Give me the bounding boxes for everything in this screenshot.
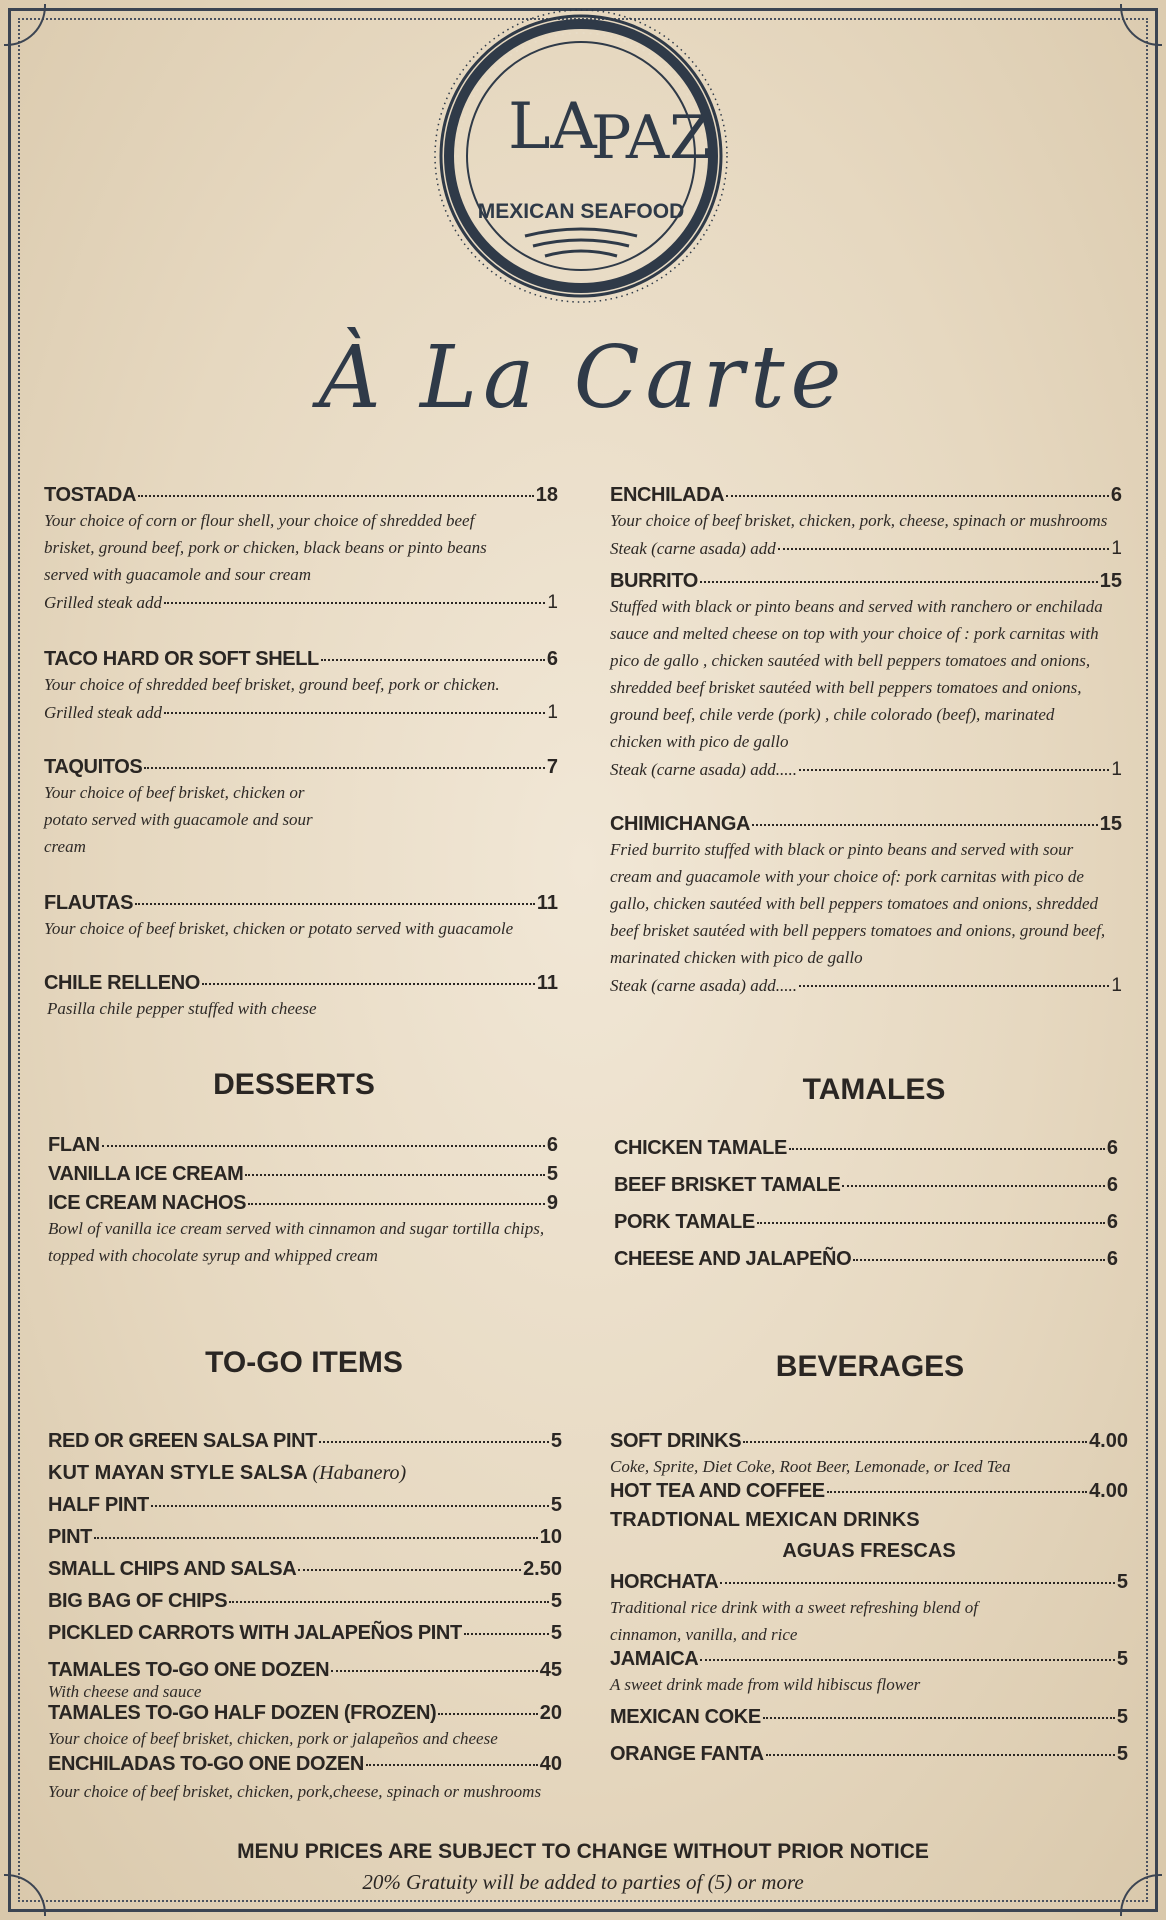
item-name: CHICKEN TAMALE [614, 1137, 787, 1159]
dot-leader [135, 903, 535, 905]
beverages-section [610, 1430, 1128, 1766]
item-description: Your choice of beef brisket, chicken, pork or jalapeños and cheese [48, 1729, 498, 1748]
item-price: 5 [550, 1430, 562, 1452]
item-price: 4.00 [1089, 1480, 1128, 1502]
logo-name-line2: PAZ [591, 103, 711, 173]
addon-price: 1 [547, 702, 558, 723]
addon-label: Grilled steak add [44, 703, 163, 722]
item-description: Your choice of beef brisket, chicken or potato served with guacamole [44, 919, 514, 938]
menu-item-flan [48, 1134, 558, 1157]
item-name: TACO HARD OR SOFT SHELL [44, 648, 319, 670]
menu-item-pint [48, 1526, 562, 1549]
dot-leader [789, 1148, 1105, 1150]
item-description: Your choice of beef brisket, chicken, pork, cheese, spinach or mushrooms [610, 511, 1108, 530]
item-price: 6 [1106, 1137, 1118, 1159]
item-price: 7 [546, 756, 558, 778]
addon-label: Steak (carne asada) add..... [610, 760, 797, 779]
dot-leader [853, 1259, 1105, 1261]
menu-footer [0, 1840, 1166, 1895]
item-name: SMALL CHIPS AND SALSA [48, 1558, 297, 1580]
addon-row [44, 588, 558, 618]
item-price: 11 [536, 892, 558, 914]
menu-item-tamales-half-dozen [48, 1702, 562, 1725]
item-price: 6 [546, 648, 558, 670]
item-name: VANILLA ICE CREAM [48, 1163, 244, 1185]
menu-item-flautas [44, 892, 558, 915]
item-price: 6 [546, 1134, 558, 1156]
item-price: 6 [1106, 1211, 1118, 1233]
item-name: TAMALES TO-GO HALF DOZEN (FROZEN) [48, 1702, 437, 1724]
dot-leader [799, 985, 1109, 987]
dot-leader [366, 1764, 538, 1766]
togo-heading: TO-GO ITEMS [205, 1346, 403, 1379]
dot-leader [743, 1441, 1087, 1443]
togo-section [48, 1430, 562, 1808]
dot-leader [842, 1185, 1104, 1187]
item-description: Stuffed with black or pinto beans and served with ranchero or enchilada sauce and melted cheese on top with your choice of : pork carnitas with pico de gallo , chicken sautéed with bell peppers tomatoes and onions, shredded beef brisket sautéed with bell peppers tomatoes and onions, ground beef, chile verde (pork) , chile colorado (beef), marinated chicken with pico de gallo [610, 597, 1103, 751]
menu-item-ice-cream-nachos [48, 1192, 558, 1215]
dot-leader [202, 983, 535, 985]
dot-leader [102, 1145, 545, 1147]
addon-price: 1 [547, 592, 558, 613]
addon-row [610, 755, 1122, 785]
logo-name-line1: LA [508, 90, 597, 164]
item-price: 9 [546, 1192, 558, 1214]
desserts-section [48, 1134, 558, 1269]
item-price: 6 [1106, 1248, 1118, 1270]
item-note: (Habanero) [312, 1462, 407, 1484]
dot-leader [438, 1713, 538, 1715]
item-description: A sweet drink made from wild hibiscus flower [610, 1675, 921, 1694]
menu-item-salsa-pint [48, 1430, 562, 1453]
item-name: PORK TAMALE [614, 1211, 755, 1233]
menu-item-big-bag-chips [48, 1590, 562, 1613]
item-name: CHILE RELLENO [44, 972, 200, 994]
item-name: BIG BAG OF CHIPS [48, 1590, 228, 1612]
beverages-heading: BEVERAGES [775, 1350, 965, 1383]
item-name: TAMALES TO-GO ONE DOZEN [48, 1659, 330, 1681]
dot-leader [763, 1717, 1115, 1719]
aguas-frescas-heading: AGUAS FRESCAS [782, 1540, 956, 1562]
item-price: 5 [1116, 1648, 1128, 1670]
item-name: TOSTADA [44, 484, 137, 506]
logo-tagline: MEXICAN SEAFOOD [477, 200, 685, 223]
item-name: ENCHILADA [610, 484, 725, 506]
dot-leader [151, 1505, 549, 1507]
menu-item-horchata [610, 1571, 1128, 1594]
item-name: CHEESE AND JALAPEÑO [614, 1248, 852, 1270]
item-price: 10 [539, 1526, 562, 1548]
item-description: Your choice of corn or flour shell, your choice of shredded beef brisket, ground beef, pork or chicken, black beans or pinto beans served with guacamole and sour cream [44, 511, 487, 584]
item-name: HOT TEA AND COFFEE [610, 1480, 825, 1502]
menu-item-small-chips [48, 1558, 562, 1581]
addon-price: 1 [1111, 975, 1122, 996]
addon-price: 1 [1111, 538, 1122, 559]
menu-item-vanilla-ice-cream [48, 1163, 558, 1186]
item-price: 6 [1106, 1174, 1118, 1196]
menu-item-chicken-tamale [614, 1137, 1118, 1160]
addon-row [610, 971, 1122, 1001]
menu-item-pickled-carrots [48, 1622, 562, 1645]
menu-item-half-pint [48, 1494, 562, 1517]
item-price: 5 [1116, 1571, 1128, 1593]
dot-leader [164, 712, 545, 714]
menu-item-soft-drinks [610, 1430, 1128, 1453]
dot-leader [94, 1537, 538, 1539]
item-description: Coke, Sprite, Diet Coke, Root Beer, Lemonade, or Iced Tea [610, 1457, 1011, 1476]
item-name: PINT [48, 1526, 92, 1548]
item-description: Bowl of vanilla ice cream served with cinnamon and sugar tortilla chips, topped with chocolate syrup and whipped cream [48, 1219, 545, 1265]
item-name: KUT MAYAN STYLE SALSA [48, 1462, 307, 1484]
item-price: 2.50 [523, 1558, 562, 1580]
menu-item-cheese-jalapeno-tamale [614, 1248, 1118, 1271]
dot-leader [757, 1222, 1105, 1224]
dot-leader [319, 1441, 549, 1443]
item-price: 40 [539, 1753, 562, 1775]
menu-item-tostada [44, 484, 558, 507]
item-description: Traditional rice drink with a sweet refreshing blend of cinnamon, vanilla, and rice [610, 1598, 979, 1644]
item-name: FLAUTAS [44, 892, 134, 914]
item-price: 5 [1116, 1743, 1128, 1765]
item-name: RED OR GREEN SALSA PINT [48, 1430, 317, 1452]
item-name: ICE CREAM NACHOS [48, 1192, 247, 1214]
price-change-notice: MENU PRICES ARE SUBJECT TO CHANGE WITHOUT PRIOR NOTICE [237, 1840, 929, 1863]
tamales-section [614, 1137, 1118, 1271]
dot-leader [464, 1633, 549, 1635]
item-name: TAQUITOS [44, 756, 143, 778]
dot-leader [827, 1491, 1087, 1493]
addon-price: 1 [1111, 759, 1122, 780]
item-name: HORCHATA [610, 1571, 719, 1593]
corner-ornament [1120, 4, 1162, 46]
item-price: 5 [550, 1622, 562, 1644]
item-description: Your choice of beef brisket, chicken, pork,cheese, spinach or mushrooms [48, 1782, 542, 1801]
dot-leader [321, 659, 545, 661]
menu-item-chimichanga [610, 813, 1122, 836]
item-price: 11 [536, 972, 558, 994]
dot-leader [700, 1659, 1115, 1661]
dot-leader [720, 1582, 1115, 1584]
la-paz-logo [433, 8, 729, 304]
addon-row [610, 534, 1122, 564]
traditional-drinks-heading: TRADTIONAL MEXICAN DRINKS [610, 1509, 920, 1531]
dot-leader [331, 1670, 538, 1672]
menu-item-jamaica [610, 1648, 1128, 1671]
page-title: À La Carte [318, 328, 848, 428]
dot-leader [144, 767, 545, 769]
gratuity-notice: 20% Gratuity will be added to parties of (5) or more [362, 1870, 804, 1894]
menu-item-taquitos [44, 756, 558, 779]
dot-leader [248, 1203, 545, 1205]
dot-leader [298, 1569, 521, 1571]
item-description: Your choice of shredded beef brisket, ground beef, pork or chicken. [44, 675, 500, 694]
left-menu-column [44, 484, 558, 1022]
item-description: Your choice of beef brisket, chicken or potato served with guacamole and sour cream [44, 783, 313, 856]
item-description: Fried burrito stuffed with black or pinto beans and served with sour cream and guacamole with your choice of: pork carnitas with pico de gallo, chicken sautéed with bell peppers tomatoes and onions, shredded beef brisket sautéed with bell peppers tomatoes and onions, ground beef, marinated chicken with pico de gallo [610, 840, 1106, 967]
item-price: 6 [1110, 484, 1122, 506]
item-name: ENCHILADAS TO-GO ONE DOZEN [48, 1753, 364, 1775]
addon-label: Steak (carne asada) add [610, 539, 776, 558]
right-menu-column [610, 484, 1122, 1001]
dot-leader [700, 581, 1098, 583]
item-price: 20 [539, 1702, 562, 1724]
desserts-heading: DESSERTS [213, 1068, 375, 1101]
item-price: 5 [550, 1590, 562, 1612]
menu-item-orange-fanta [610, 1743, 1128, 1766]
menu-item-burrito [610, 570, 1122, 593]
item-description: Pasilla chile pepper stuffed with cheese [47, 999, 317, 1018]
menu-item-pork-tamale [614, 1211, 1118, 1234]
item-name: PICKLED CARROTS WITH JALAPEÑOS PINT [48, 1622, 462, 1644]
menu-item-beef-brisket-tamale [614, 1174, 1118, 1197]
item-name: BURRITO [610, 570, 698, 592]
item-name: BEEF BRISKET TAMALE [614, 1174, 841, 1196]
item-price: 5 [550, 1494, 562, 1516]
dot-leader [752, 824, 1098, 826]
item-name: FLAN [48, 1134, 100, 1156]
menu-item-taco [44, 648, 558, 671]
item-price: 4.00 [1089, 1430, 1128, 1452]
dot-leader [229, 1601, 549, 1603]
menu-item-kut-mayan-salsa [48, 1462, 562, 1485]
item-name: HALF PINT [48, 1494, 149, 1516]
item-price: 5 [1116, 1706, 1128, 1728]
dot-leader [726, 495, 1109, 497]
item-price: 15 [1099, 813, 1122, 835]
dot-leader [766, 1754, 1115, 1756]
dot-leader [799, 769, 1109, 771]
addon-label: Grilled steak add [44, 593, 163, 612]
dot-leader [164, 602, 545, 604]
tamales-heading: TAMALES [802, 1073, 946, 1106]
menu-item-enchiladas-dozen [48, 1753, 562, 1776]
item-name: CHIMICHANGA [610, 813, 751, 835]
item-name: MEXICAN COKE [610, 1706, 761, 1728]
dot-leader [778, 548, 1110, 550]
menu-item-enchilada [610, 484, 1122, 507]
item-name: JAMAICA [610, 1648, 699, 1670]
addon-row [44, 698, 558, 728]
item-price: 15 [1099, 570, 1122, 592]
menu-item-hot-tea-coffee [610, 1480, 1128, 1503]
dot-leader [138, 495, 534, 497]
item-price: 18 [535, 484, 558, 506]
menu-item-tamales-dozen [48, 1659, 562, 1682]
item-name: SOFT DRINKS [610, 1430, 742, 1452]
dot-leader [245, 1174, 544, 1176]
item-price: 45 [539, 1659, 562, 1681]
item-description: With cheese and sauce [48, 1682, 202, 1701]
item-name: ORANGE FANTA [610, 1743, 764, 1765]
menu-item-chile-relleno [44, 972, 558, 995]
corner-ornament [4, 4, 46, 46]
item-price: 5 [546, 1163, 558, 1185]
addon-label: Steak (carne asada) add..... [610, 976, 797, 995]
menu-item-mexican-coke [610, 1706, 1128, 1729]
